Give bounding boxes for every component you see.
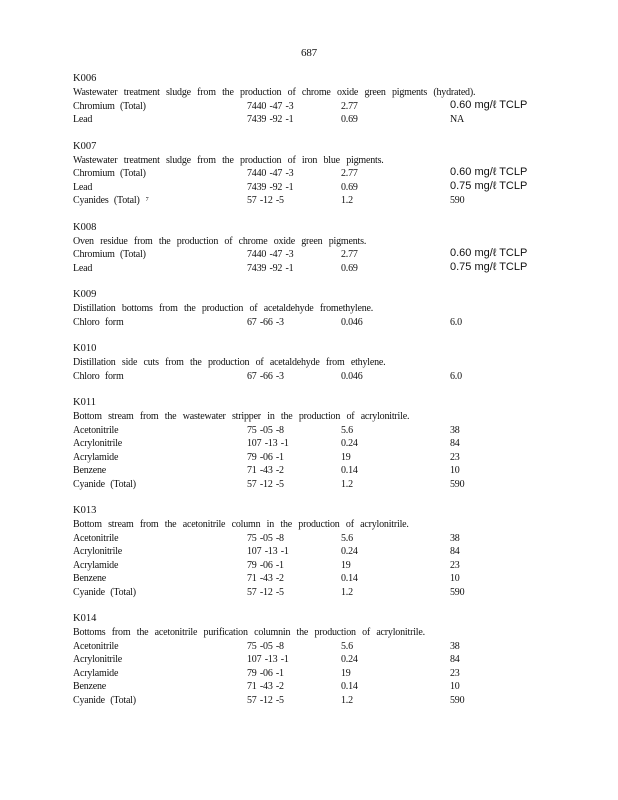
constituent-rows xyxy=(73,167,573,208)
constituent-rows xyxy=(73,424,573,492)
constituent-name xyxy=(73,653,122,666)
constituent-name xyxy=(73,370,124,383)
cas-number: 7440 -47 -3 xyxy=(247,249,294,260)
cas-number: 57 -12 -5 xyxy=(247,478,284,490)
constituent-row xyxy=(73,316,573,330)
constituent-row xyxy=(73,100,573,114)
nonwastewater-standard: NA xyxy=(450,114,465,125)
waste-description: Bottoms from the acetonitrile purification columnin the production of acrylonitrile. xyxy=(73,627,425,638)
cas-number: 67 -66 -3 xyxy=(247,316,284,328)
cas-number: 71 -43 -2 xyxy=(247,573,284,584)
footnote-marker: 7 xyxy=(145,197,149,203)
wastewater-concentration: 0.14 xyxy=(341,573,358,584)
constituent-name-text: Cyanide (Total) xyxy=(73,586,136,598)
waste-code: K006 xyxy=(73,73,97,84)
constituent-row xyxy=(73,167,573,181)
nonwastewater-standard: 10 xyxy=(450,573,460,584)
constituent-name-text: Benzene xyxy=(73,573,107,584)
constituent-row xyxy=(73,181,573,195)
waste-section xyxy=(73,504,573,599)
constituent-row xyxy=(73,478,573,492)
nonwastewater-standard: 84 xyxy=(450,546,460,557)
waste-description: Bottom stream from the acetonitrile column in the production of acrylonitrile. xyxy=(73,519,409,530)
constituent-name-text: Chloro form xyxy=(73,316,124,328)
wastewater-concentration: 1.2 xyxy=(341,694,353,706)
constituent-name xyxy=(73,100,146,113)
constituent-row xyxy=(73,370,573,384)
constituent-row xyxy=(73,451,573,465)
nonwastewater-standard: 0.75 mg/ℓ TCLP xyxy=(450,260,528,273)
wastewater-concentration: 0.24 xyxy=(341,438,358,449)
nonwastewater-standard: 23 xyxy=(450,451,460,463)
cas-number: 7439 -92 -1 xyxy=(247,262,294,274)
constituent-name-text: Chromium (Total) xyxy=(73,100,146,112)
waste-section xyxy=(73,221,573,276)
cas-number: 7440 -47 -3 xyxy=(247,168,294,179)
constituent-row xyxy=(73,559,573,573)
cas-number: 79 -06 -1 xyxy=(247,667,284,679)
cas-number: 57 -12 -5 xyxy=(247,195,284,206)
wastewater-concentration: 2.77 xyxy=(341,249,358,260)
constituent-row xyxy=(73,532,573,546)
constituent-row xyxy=(73,653,573,667)
constituent-name-text: Chloro form xyxy=(73,370,124,382)
constituent-name xyxy=(73,680,106,693)
constituent-name xyxy=(73,262,92,275)
constituent-row xyxy=(73,545,573,559)
cas-number: 107 -13 -1 xyxy=(247,438,289,449)
nonwastewater-standard: 0.60 mg/ℓ TCLP xyxy=(450,166,528,178)
nonwastewater-standard: 0.60 mg/ℓ TCLP xyxy=(450,98,528,111)
constituent-name-text: Cyanides (Total) xyxy=(73,195,140,206)
nonwastewater-standard: 10 xyxy=(450,465,460,476)
cas-number: 71 -43 -2 xyxy=(247,681,284,692)
sections-container xyxy=(73,72,573,707)
cas-number: 57 -12 -5 xyxy=(247,694,284,706)
wastewater-concentration: 5.6 xyxy=(341,532,353,544)
constituent-rows xyxy=(73,640,573,708)
nonwastewater-standard: 84 xyxy=(450,654,460,665)
nonwastewater-standard: 590 xyxy=(450,694,465,706)
wastewater-concentration: 0.69 xyxy=(341,262,358,274)
cas-number: 7440 -47 -3 xyxy=(247,100,294,112)
nonwastewater-standard: 38 xyxy=(450,640,460,652)
wastewater-concentration: 0.69 xyxy=(341,114,358,125)
constituent-rows xyxy=(73,248,573,275)
constituent-name xyxy=(73,424,118,437)
wastewater-concentration: 0.046 xyxy=(341,370,363,382)
wastewater-concentration: 0.046 xyxy=(341,316,363,328)
cas-number: 67 -66 -3 xyxy=(247,370,284,382)
waste-description: Oven residue from the production of chrome oxide green pigments. xyxy=(73,235,367,247)
nonwastewater-standard: 23 xyxy=(450,559,460,571)
nonwastewater-standard: 6.0 xyxy=(450,316,462,328)
wastewater-concentration: 0.14 xyxy=(341,681,358,692)
constituent-row xyxy=(73,262,573,276)
waste-section xyxy=(73,342,573,383)
nonwastewater-standard: 38 xyxy=(450,532,460,544)
wastewater-concentration: 0.24 xyxy=(341,654,358,665)
constituent-name-text: Acetonitrile xyxy=(73,532,119,544)
waste-code: K014 xyxy=(73,613,97,624)
constituent-name xyxy=(73,667,118,680)
waste-description: Distillation side cuts from the production of acetaldehyde from ethylene. xyxy=(73,357,386,368)
cas-number: 75 -05 -8 xyxy=(247,424,284,436)
constituent-row xyxy=(73,194,573,208)
constituent-rows xyxy=(73,532,573,600)
constituent-row xyxy=(73,248,573,262)
constituent-name xyxy=(73,532,118,545)
waste-description: Wastewater treatment sludge from the production of chrome oxide green pigments (hydrated). xyxy=(73,87,476,98)
wastewater-concentration: 19 xyxy=(341,559,351,571)
constituent-name-text: Acetonitrile xyxy=(73,640,119,652)
cas-number: 107 -13 -1 xyxy=(247,546,289,557)
wastewater-concentration: 0.69 xyxy=(341,181,358,193)
waste-code: K009 xyxy=(73,289,97,300)
constituent-row xyxy=(73,424,573,438)
waste-code: K010 xyxy=(73,343,97,354)
waste-section xyxy=(73,612,573,707)
cas-number: 75 -05 -8 xyxy=(247,532,284,544)
constituent-row xyxy=(73,667,573,681)
page-number: 687 xyxy=(301,47,317,59)
nonwastewater-standard: 6.0 xyxy=(450,370,462,382)
constituent-name xyxy=(73,316,124,329)
constituent-rows xyxy=(73,370,573,384)
nonwastewater-standard: 0.75 mg/ℓ TCLP xyxy=(450,179,528,192)
constituent-name xyxy=(73,559,118,572)
constituent-name-text: Acrylonitrile xyxy=(73,438,123,449)
constituent-name-text: Chromium (Total) xyxy=(73,249,146,260)
waste-description: Distillation bottoms from the production of acetaldehyde fromethylene. xyxy=(73,303,374,314)
wastewater-concentration: 19 xyxy=(341,451,351,463)
constituent-name-text: Benzene xyxy=(73,681,107,692)
waste-code: K013 xyxy=(73,505,97,516)
wastewater-concentration: 5.6 xyxy=(341,424,353,436)
cas-number: 57 -12 -5 xyxy=(247,586,284,598)
constituent-name xyxy=(73,464,106,477)
constituent-name-text: Benzene xyxy=(73,465,107,476)
nonwastewater-standard: 84 xyxy=(450,438,460,449)
constituent-name-text: Lead xyxy=(73,181,93,193)
waste-section xyxy=(73,140,573,208)
wastewater-concentration: 2.77 xyxy=(341,168,358,179)
nonwastewater-standard: 0.60 mg/ℓ TCLP xyxy=(450,247,528,259)
nonwastewater-standard: 10 xyxy=(450,681,460,692)
wastewater-concentration: 2.77 xyxy=(341,100,358,112)
constituent-name xyxy=(73,194,148,207)
wastewater-concentration: 5.6 xyxy=(341,640,353,652)
waste-section xyxy=(73,72,573,127)
constituent-name-text: Acrylamide xyxy=(73,667,119,679)
constituent-name xyxy=(73,167,146,180)
nonwastewater-standard: 590 xyxy=(450,478,465,490)
constituent-name-text: Acrylamide xyxy=(73,451,119,463)
constituent-rows xyxy=(73,100,573,127)
constituent-name xyxy=(73,451,118,464)
nonwastewater-standard: 590 xyxy=(450,195,465,206)
waste-section xyxy=(73,396,573,491)
constituent-name-text: Acetonitrile xyxy=(73,424,119,436)
wastewater-concentration: 1.2 xyxy=(341,586,353,598)
wastewater-concentration: 0.14 xyxy=(341,465,358,476)
wastewater-concentration: 1.2 xyxy=(341,478,353,490)
waste-section xyxy=(73,288,573,329)
cas-number: 79 -06 -1 xyxy=(247,559,284,571)
cas-number: 107 -13 -1 xyxy=(247,654,289,665)
constituent-name xyxy=(73,478,136,491)
nonwastewater-standard: 590 xyxy=(450,586,465,598)
constituent-row xyxy=(73,640,573,654)
constituent-name-text: Cyanide (Total) xyxy=(73,478,136,490)
constituent-name-text: Chromium (Total) xyxy=(73,168,146,179)
constituent-row xyxy=(73,586,573,600)
constituent-name xyxy=(73,640,118,653)
wastewater-concentration: 1.2 xyxy=(341,195,353,206)
waste-description: Bottom stream from the wastewater stripper in the production of acrylonitrile. xyxy=(73,411,410,422)
waste-code: K008 xyxy=(73,221,97,233)
cas-number: 71 -43 -2 xyxy=(247,465,284,476)
constituent-name-text: Acrylonitrile xyxy=(73,546,123,557)
constituent-name xyxy=(73,545,122,558)
constituent-name xyxy=(73,586,136,599)
waste-code: K007 xyxy=(73,140,97,152)
constituent-name-text: Acrylonitrile xyxy=(73,654,123,665)
constituent-name xyxy=(73,694,136,707)
cas-number: 75 -05 -8 xyxy=(247,640,284,652)
constituent-name xyxy=(73,113,92,126)
cas-number: 7439 -92 -1 xyxy=(247,181,294,193)
wastewater-concentration: 19 xyxy=(341,667,351,679)
constituent-name xyxy=(73,248,146,261)
constituent-name-text: Lead xyxy=(73,262,93,274)
cas-number: 7439 -92 -1 xyxy=(247,114,294,125)
constituent-name-text: Lead xyxy=(73,114,93,125)
constituent-rows xyxy=(73,316,573,330)
waste-code-list xyxy=(73,72,573,720)
constituent-row xyxy=(73,680,573,694)
nonwastewater-standard: 38 xyxy=(450,424,460,436)
constituent-name-text: Cyanide (Total) xyxy=(73,694,136,706)
constituent-row xyxy=(73,572,573,586)
constituent-row xyxy=(73,113,573,127)
constituent-row xyxy=(73,464,573,478)
constituent-row xyxy=(73,694,573,708)
waste-code: K011 xyxy=(73,397,96,408)
constituent-name-text: Acrylamide xyxy=(73,559,119,571)
constituent-name xyxy=(73,572,106,585)
constituent-row xyxy=(73,437,573,451)
wastewater-concentration: 0.24 xyxy=(341,546,358,557)
waste-description: Wastewater treatment sludge from the production of iron blue pigments. xyxy=(73,154,384,166)
nonwastewater-standard: 23 xyxy=(450,667,460,679)
constituent-name xyxy=(73,437,122,450)
constituent-name xyxy=(73,181,92,194)
cas-number: 79 -06 -1 xyxy=(247,451,284,463)
